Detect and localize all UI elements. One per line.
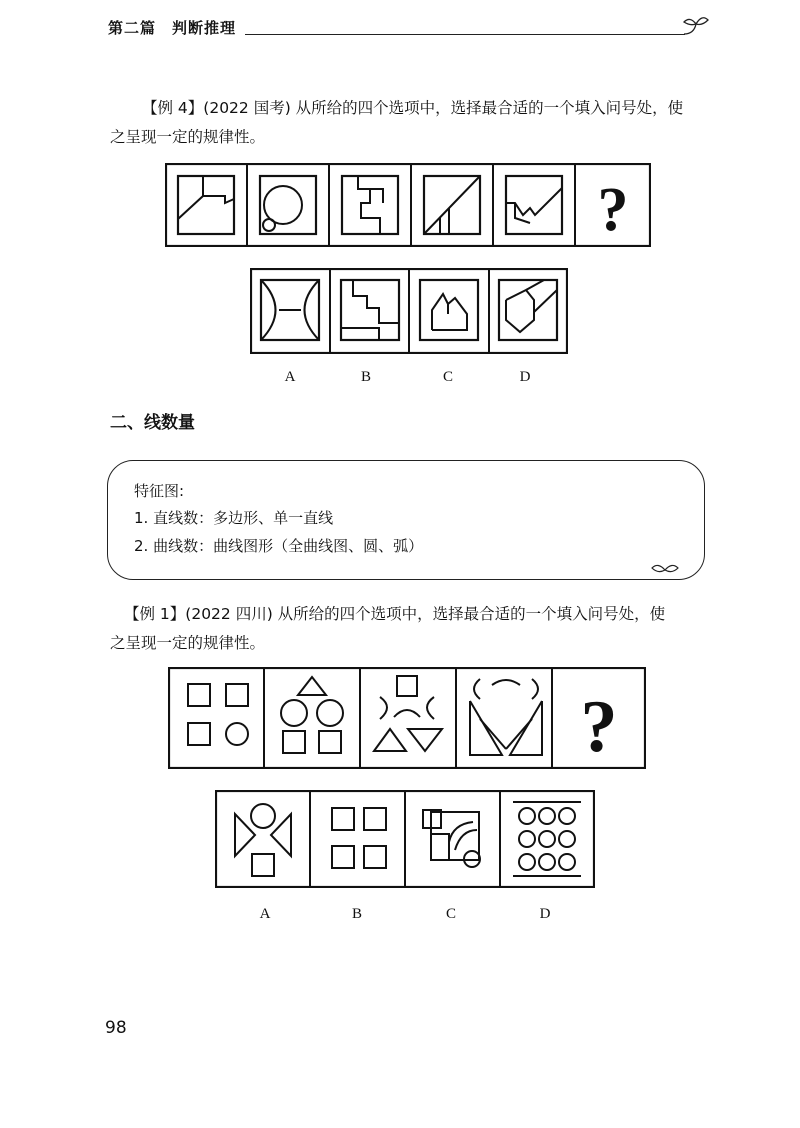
example1-text [110, 600, 720, 658]
example4-text [110, 94, 720, 152]
leaf-ornament-icon [650, 562, 680, 578]
example1-option-b [332, 808, 386, 868]
example1-panel-1 [188, 684, 248, 745]
example4-option-label-a: A [284, 369, 296, 385]
example4-line1: 【例 4】(2022 国考) 从所给的四个选项中，选择最合适的一个填入问号处，使 [142, 99, 684, 117]
example1-question-mark: ? [580, 686, 618, 768]
example4-panel-3 [342, 176, 398, 234]
example1-option-label-b: B [351, 906, 362, 922]
example4-panel-2 [260, 176, 316, 234]
example1-option-label-a: A [259, 906, 271, 922]
page-number: 98 [105, 1018, 127, 1038]
example1-option-d [513, 802, 581, 876]
example4-option-label-b: B [360, 369, 371, 385]
example4-options-strip [250, 268, 568, 354]
example4-option-a [261, 280, 319, 340]
example1-option-label-d: D [539, 906, 551, 922]
example1-question-strip [168, 667, 646, 769]
example1-line2: 之呈现一定的规律性。 [110, 634, 266, 652]
example1-option-label-c: C [445, 906, 456, 922]
section-title: 二、线数量 [110, 413, 195, 433]
example4-option-b [341, 280, 399, 340]
example4-option-label-c: C [442, 369, 453, 385]
example4-question-mark: ? [597, 176, 629, 244]
example1-panel-4 [470, 679, 542, 755]
feature-box-item-2: 2. 曲线数：曲线图形（全曲线图、圆、弧） [134, 537, 424, 555]
example4-option-d [499, 280, 557, 340]
example4-option-c [420, 280, 478, 340]
example1-option-c [423, 810, 480, 867]
example4-panel-4 [424, 176, 480, 234]
example1-line1: 【例 1】(2022 四川) 从所给的四个选项中，选择最合适的一个填入问号处，使 [124, 605, 666, 623]
example1-panel-3 [374, 676, 442, 751]
example1-option-a [235, 804, 291, 876]
feature-box-item-1: 1. 直线数：多边形、单一直线 [134, 509, 334, 527]
sprout-icon [680, 10, 710, 40]
example4-line2: 之呈现一定的规律性。 [110, 128, 266, 146]
feature-box-title: 特征图: [134, 482, 185, 500]
header-rule [245, 34, 685, 35]
example1-options-strip [215, 790, 595, 888]
example4-panel-5 [506, 176, 562, 234]
example4-question-strip [165, 163, 651, 247]
example1-panel-2 [281, 677, 343, 753]
example4-panel-1 [178, 176, 234, 234]
chapter-header: 第二篇 判断推理 [108, 19, 237, 37]
example4-option-label-d: D [519, 369, 531, 385]
